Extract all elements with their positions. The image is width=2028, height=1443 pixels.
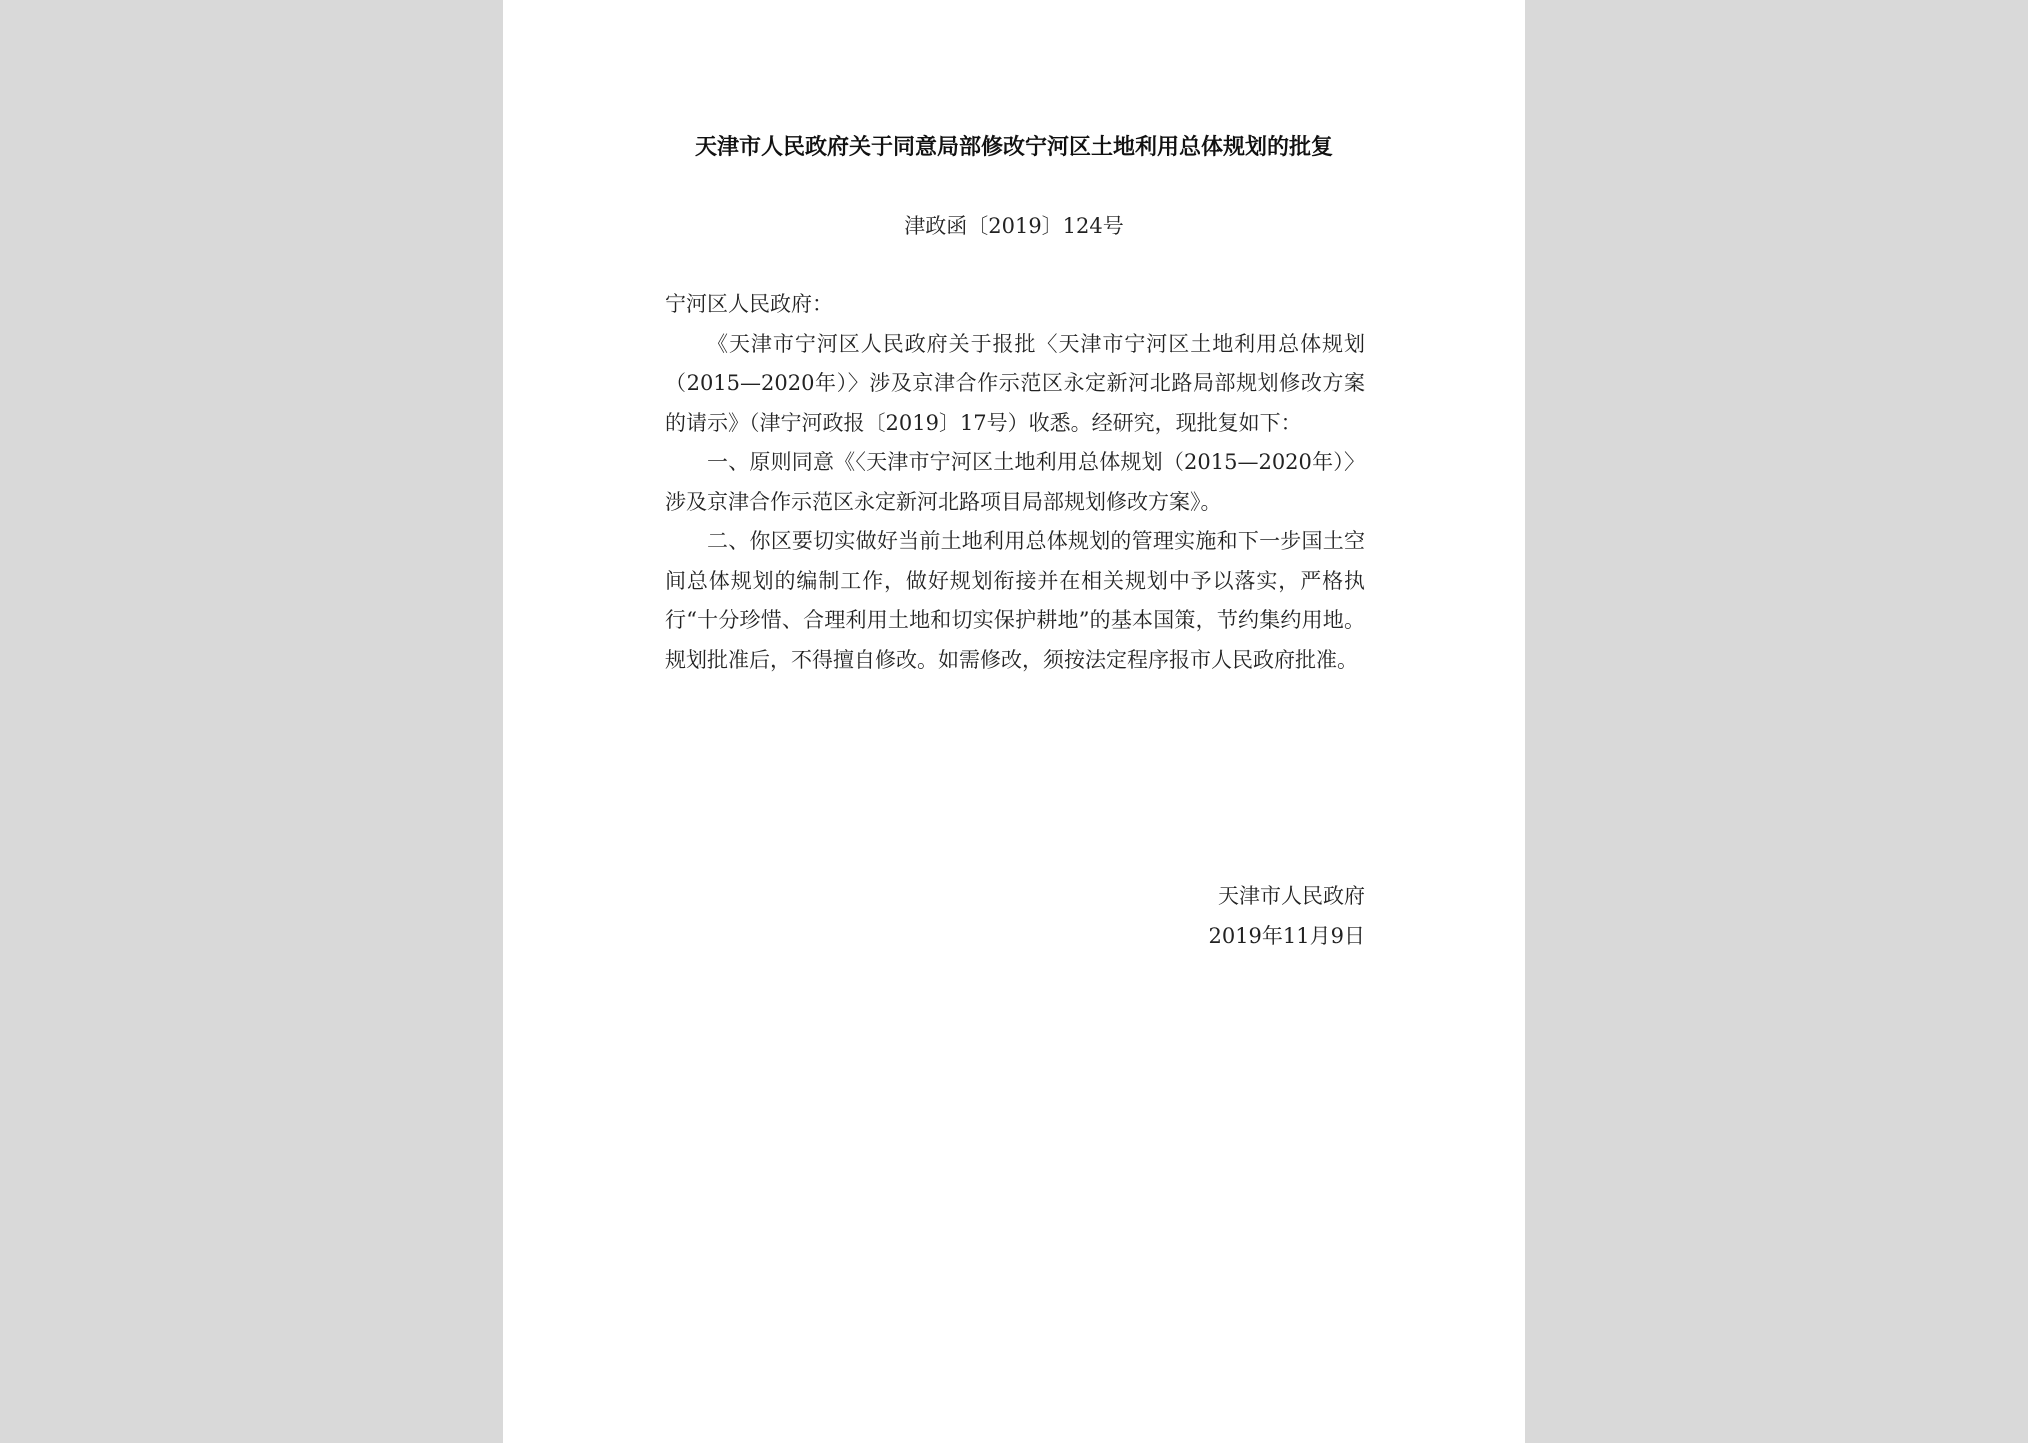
document-page [503, 0, 1525, 1443]
paragraph-intro: 《天津市宁河区人民政府关于报批〈天津市宁河区土地利用总体规划（2015—2020年）〉涉及京津合作示范区永定新河北路局部规划修改方案的请示》（津宁河政报〔2019〕17号）收悉。经研究，现批复如下： [665, 331, 1365, 435]
issue-date: 2019年11月9日 [1208, 923, 1365, 948]
signature-block [1208, 877, 1365, 956]
document-title: 天津市人民政府关于同意局部修改宁河区土地利用总体规划的批复 [694, 135, 1333, 160]
document-body [665, 285, 1365, 680]
paragraph-item-one: 一、原则同意《〈天津市宁河区土地利用总体规划（2015—2020年）〉涉及京津合作示范区永定新河北路项目局部规划修改方案》。 [665, 450, 1365, 514]
issuer-name: 天津市人民政府 [1218, 884, 1365, 908]
salutation: 宁河区人民政府： [665, 292, 833, 316]
paragraph-item-two: 二、你区要切实做好当前土地利用总体规划的管理实施和下一步国土空间总体规划的编制工作，做好规划衔接并在相关规划中予以落实，严格执行“十分珍惜、合理利用土地和切实保护耕地”的基本国策，节约集约用地。规划批准后，不得擅自修改。如需修改，须按法定程序报市人民政府批准。 [665, 529, 1365, 672]
document-number: 津政函〔2019〕124号 [904, 214, 1124, 238]
